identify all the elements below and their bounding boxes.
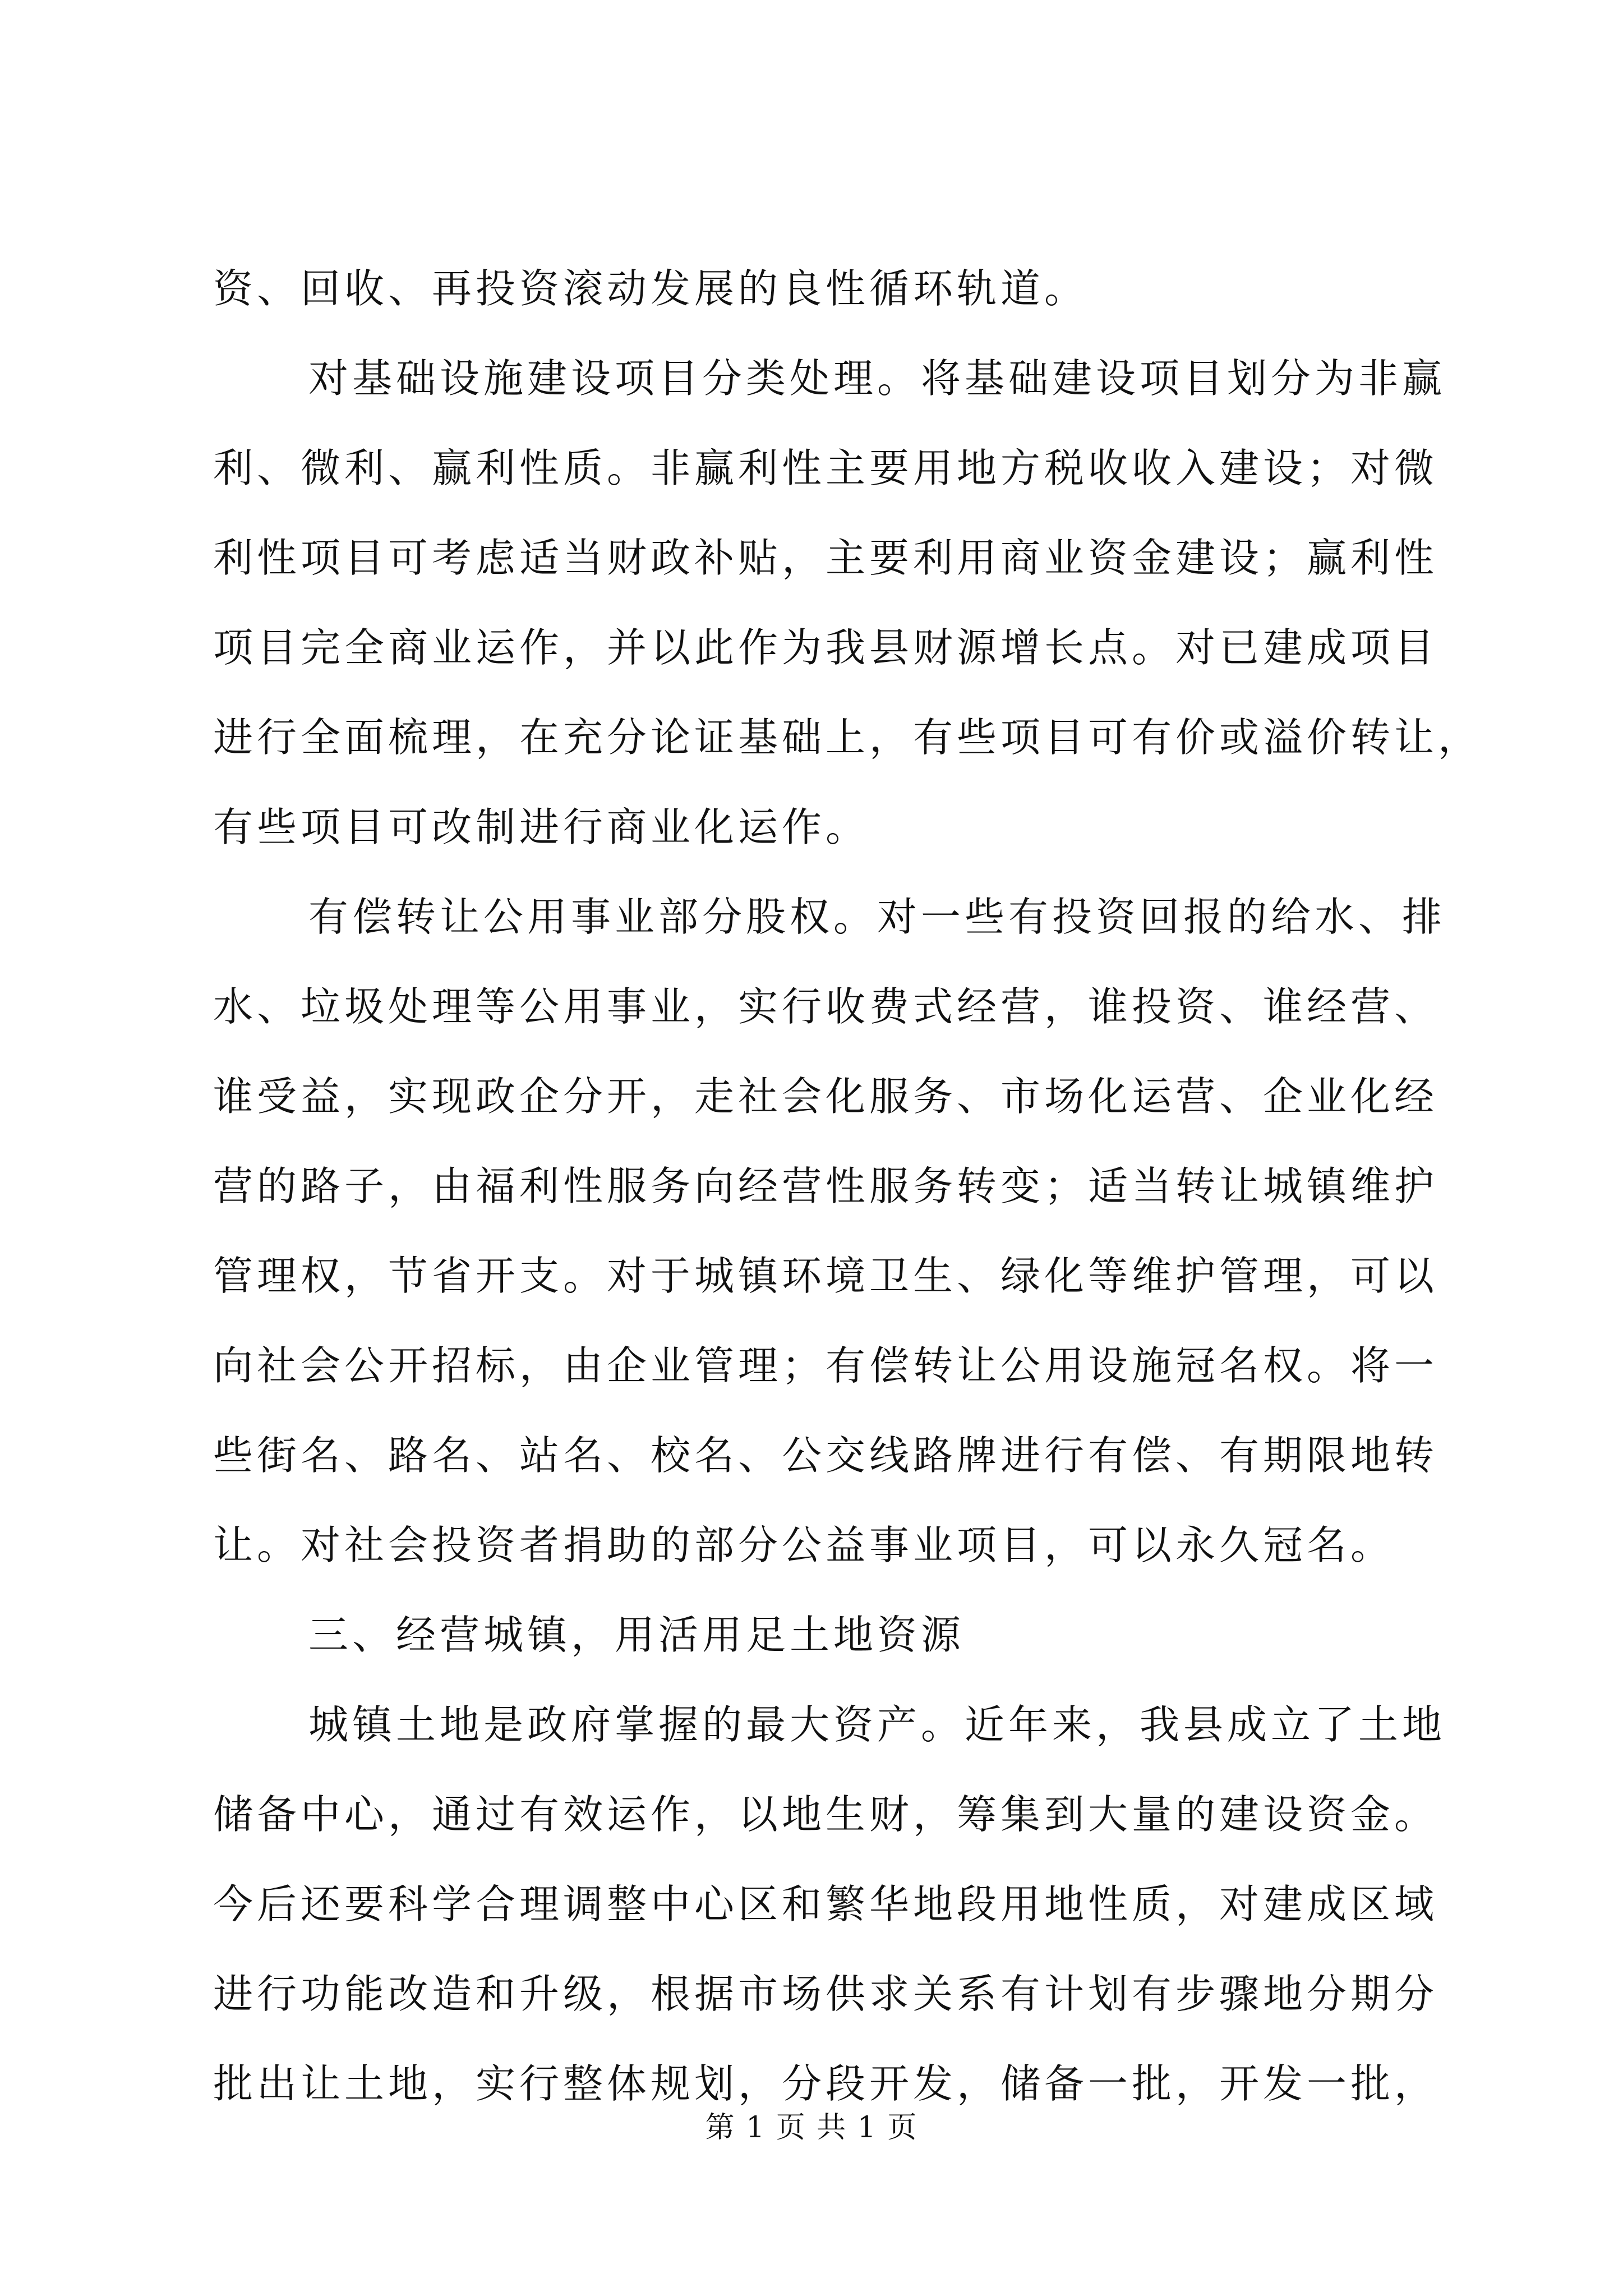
body-line: 利、微利、赢利性质。非赢利性主要用地方税收收入建设；对微	[213, 445, 1438, 491]
body-line: 批出让土地，实行整体规划，分段开发，储备一批，开发一批，	[213, 2060, 1438, 2107]
body-line: 营的路子，由福利性服务向经营性服务转变；适当转让城镇维护	[213, 1163, 1438, 1209]
body-line: 有偿转让公用事业部分股权。对一些有投资回报的给水、排	[308, 894, 1446, 940]
body-line: 进行全面梳理，在充分论证基础上，有些项目可有价或溢价转让，	[213, 714, 1482, 761]
body-line: 进行功能改造和升级，根据市场供求关系有计划有步骤地分期分	[213, 1971, 1438, 2017]
section-heading: 三、经营城镇，用活用足土地资源	[308, 1612, 965, 1658]
body-line: 管理权，节省开支。对于城镇环境卫生、绿化等维护管理，可以	[213, 1253, 1438, 1299]
body-line: 对基础设施建设项目分类处理。将基础建设项目划分为非赢	[308, 355, 1446, 402]
body-line: 些街名、路名、站名、校名、公交线路牌进行有偿、有期限地转	[213, 1432, 1438, 1479]
body-line: 资、回收、再投资滚动发展的良性循环轨道。	[213, 265, 1089, 312]
body-line: 城镇土地是政府掌握的最大资产。近年来，我县成立了土地	[308, 1701, 1446, 1748]
page-number-footer: 第 1 页 共 1 页	[705, 2111, 918, 2145]
body-line: 向社会公开招标，由企业管理；有偿转让公用设施冠名权。将一	[213, 1342, 1438, 1389]
body-line: 今后还要科学合理调整中心区和繁华地段用地性质，对建成区域	[213, 1881, 1438, 1927]
body-line: 利性项目可考虑适当财政补贴，主要利用商业资金建设；赢利性	[213, 535, 1438, 581]
body-line: 让。对社会投资者捐助的部分公益事业项目，可以永久冠名。	[213, 1522, 1395, 1568]
body-line: 有些项目可改制进行商业化运作。	[213, 804, 870, 850]
body-line: 水、垃圾处理等公用事业，实行收费式经营，谁投资、谁经营、	[213, 983, 1438, 1030]
body-line: 谁受益，实现政企分开，走社会化服务、市场化运营、企业化经	[213, 1073, 1438, 1120]
body-line: 项目完全商业运作，并以此作为我县财源增长点。对已建成项目	[213, 624, 1438, 671]
body-line: 储备中心，通过有效运作，以地生财，筹集到大量的建设资金。	[213, 1791, 1438, 1838]
